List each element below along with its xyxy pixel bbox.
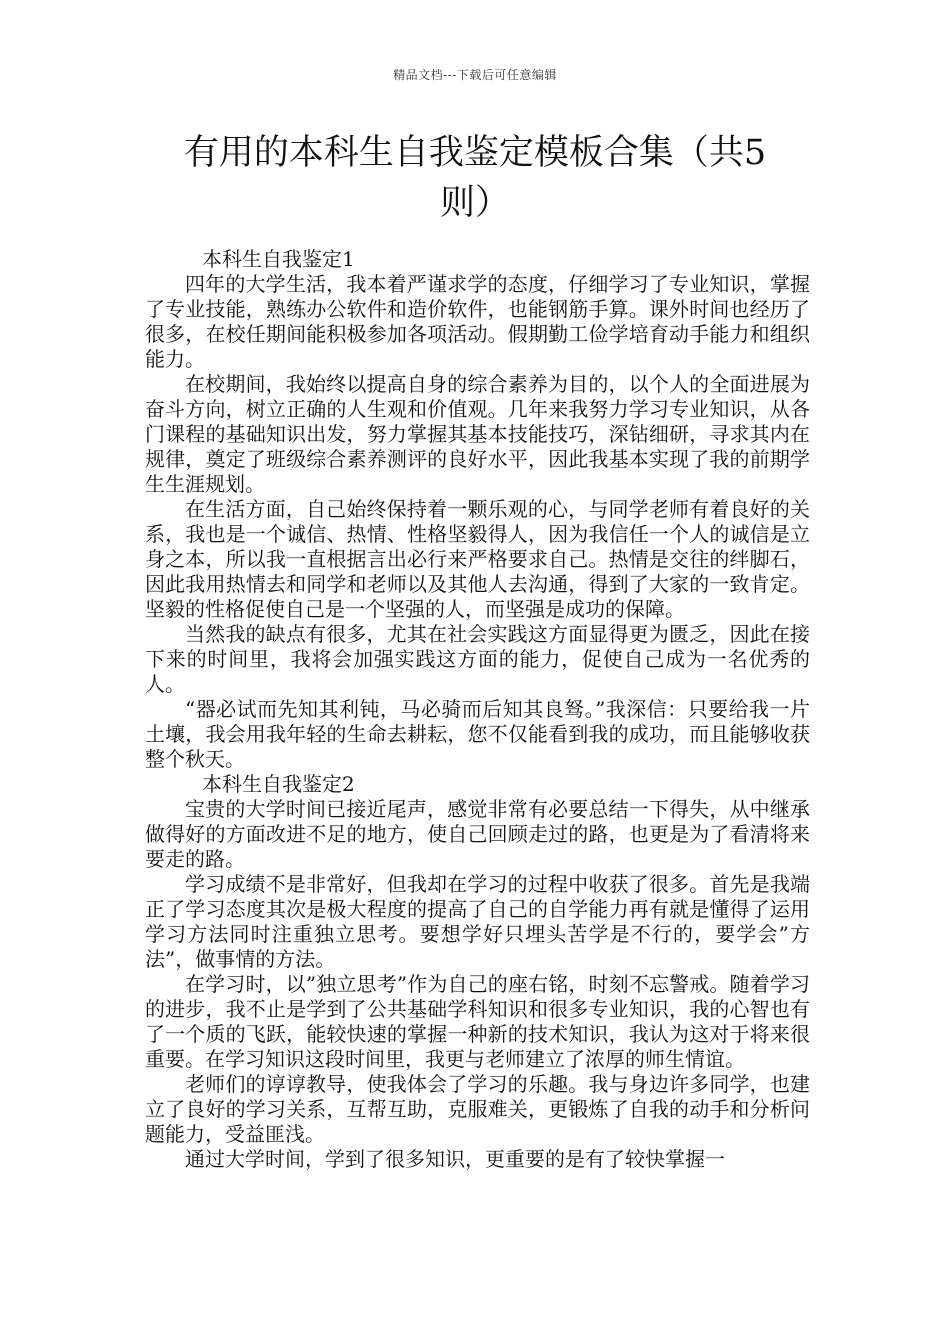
body-paragraph: 在学习时，以”独立思考”作为自己的座右铭，时刻不忘警戒。随着学习的进步，我不止是学到了公共基础学科知识和很多专业知识，我的心智也有了一个质的飞跃，能较快速的掌握一种新的技术知识，我认为这对于将来很重要。在学习知识这段时间里，我更与老师建立了浓厚的师生情谊。 [145,972,810,1071]
page-header: 精品文档---下载后可任意编辑 [393,68,557,82]
body-paragraph: 当然我的缺点有很多，尤其在社会实践这方面显得更为匮乏，因此在接下来的时间里，我将会加强实践这方面的能力，促使自己成为一名优秀的人。 [145,622,810,696]
document-title: 有用的本科生自我鉴定模板合集（共5则） [183,133,767,223]
body-paragraph: 宝贵的大学时间已接近尾声，感觉非常有必要总结一下得失，从中继承做得好的方面改进不足的地方，使自己回顾走过的路，也更是为了看清将来要走的路。 [145,797,810,871]
body-paragraph: 通过大学时间，学到了很多知识，更重要的是有了较快掌握一 [185,1147,725,1171]
body-paragraph: 在生活方面，自己始终保持着一颗乐观的心，与同学老师有着良好的关系，我也是一个诚信、热情、性格坚毅得人，因为我信任一个人的诚信是立身之本，所以我一直根据言出必行来严格要求自己。热情是交往的绊脚石，因此我用热情去和同学和老师以及其他人去沟通，得到了大家的一致肯定。坚毅的性格促使自己是一个坚强的人，而坚强是成功的保障。 [145,497,810,621]
body-paragraph: 老师们的谆谆教导，使我体会了学习的乐趣。我与身边许多同学，也建立了良好的学习关系，互帮互助，克服难关，更锻炼了自我的动手和分析问题能力，受益匪浅。 [145,1072,810,1146]
body-paragraph: 在校期间，我始终以提高自身的综合素养为目的，以个人的全面进展为奋斗方向，树立正确的人生观和价值观。几年来我努力学习专业知识，从各门课程的基础知识出发，努力掌握其基本技能技巧，深钻细研，寻求其内在规律，奠定了班级综合素养测评的良好水平，因此我基本实现了我的前期学生生涯规划。 [145,372,810,496]
section-heading-2: 本科生自我鉴定2 [202,772,355,796]
body-paragraph: 四年的大学生活，我本着严谨求学的态度，仔细学习了专业知识，掌握了专业技能，熟练办公软件和造价软件，也能钢筋手算。课外时间也经历了很多，在校任期间能积极参加各项活动。假期勤工俭学培育动手能力和组织能力。 [145,272,810,371]
document-body [145,247,810,1172]
body-paragraph: 学习成绩不是非常好，但我却在学习的过程中收获了很多。首先是我端正了学习态度其次是极大程度的提高了自己的自学能力再有就是懂得了运用学习方法同时注重独立思考。要想学好只埋头苦学是不行的，要学会”方法”，做事情的方法。 [145,872,810,971]
section-heading-1: 本科生自我鉴定1 [202,247,355,271]
body-paragraph: “器必试而先知其利钝，马必骑而后知其良驽。”我深信：只要给我一片土壤，我会用我年轻的生命去耕耘，您不仅能看到我的成功，而且能够收获整个秋天。 [145,697,810,771]
